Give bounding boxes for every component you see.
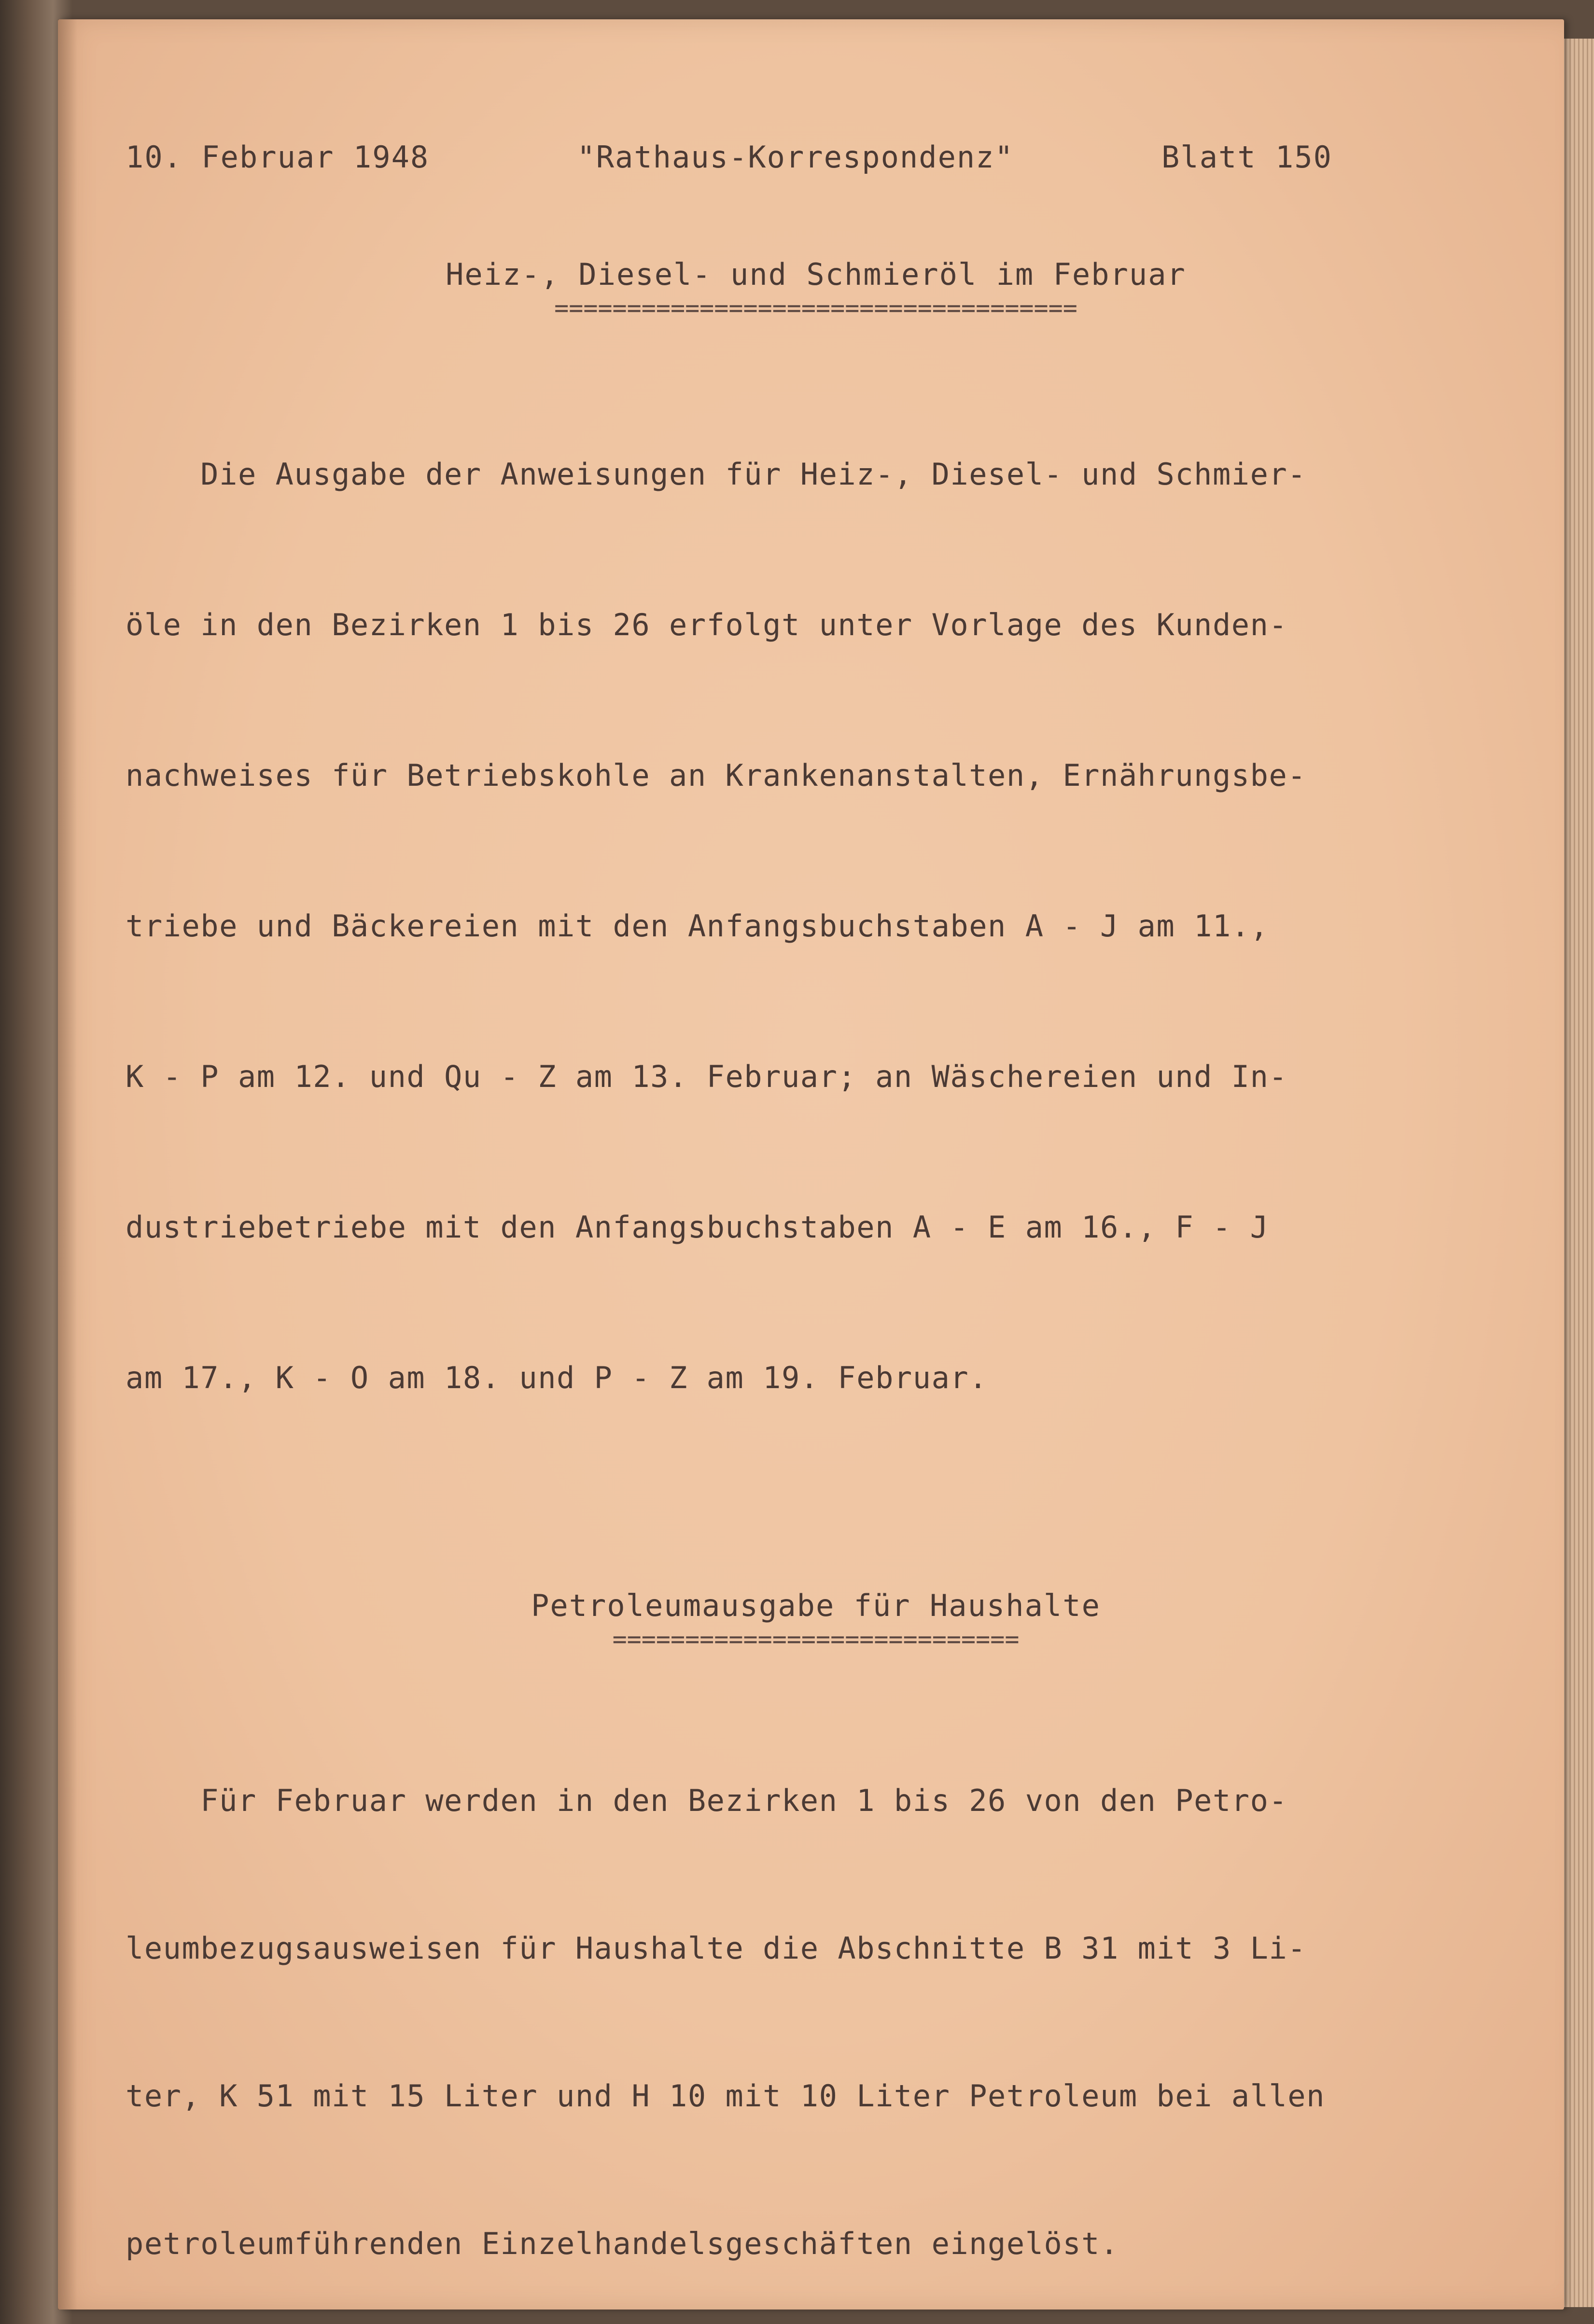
header-publication: "Rathaus-Korrespondenz": [577, 139, 1014, 175]
text-line: ter, K 51 mit 15 Liter und H 10 mit 10 Liter Petroleum bei allen: [126, 2078, 1325, 2114]
section-title-petroleum: Petroleumausgabe für Haushalte: [531, 1588, 1101, 1623]
text-line: Die Ausgabe der Anweisungen für Heiz-, Diesel- und Schmier-: [126, 457, 1307, 492]
text-line: K - P am 12. und Qu - Z am 13. Februar; an Wäschereien und In-: [126, 1059, 1288, 1094]
section-title-oil: Heiz-, Diesel- und Schmieröl im Februar: [446, 257, 1186, 292]
section-underline-petroleum: ============================: [612, 1627, 1020, 1651]
text-line: petroleumführenden Einzelhandelsgeschäften eingelöst.: [126, 2226, 1119, 2261]
text-line: Für Februar werden in den Bezirken 1 bis 26 von den Petro-: [126, 1783, 1288, 1818]
section-body-oil: [126, 349, 1506, 1503]
text-line: leumbezugsausweisen für Haushalte die Abschnitte B 31 mit 3 Li-: [126, 1931, 1307, 1966]
text-line: öle in den Bezirken 1 bis 26 erfolgt unter Vorlage des Kunden-: [126, 607, 1288, 642]
header-sheet-number: Blatt 150: [1161, 139, 1332, 175]
section-underline-oil: ====================================: [554, 296, 1077, 320]
text-line: am 17., K - O am 18. und P - Z am 19. Februar.: [126, 1360, 988, 1395]
text-line: nachweises für Betriebskohle an Krankenanstalten, Ernährungsbe-: [126, 758, 1307, 793]
text-line: dustriebetriebe mit den Anfangsbuchstaben A - E am 16., F - J: [126, 1210, 1269, 1245]
text-line: triebe und Bäckereien mit den Anfangsbuchstaben A - J am 11.,: [126, 908, 1269, 944]
document-body: [126, 139, 1506, 2324]
section-body-petroleum: [126, 1678, 1506, 2324]
document-page: [58, 19, 1564, 2310]
page-header: [126, 139, 1332, 175]
header-date: 10. Februar 1948: [126, 139, 430, 175]
